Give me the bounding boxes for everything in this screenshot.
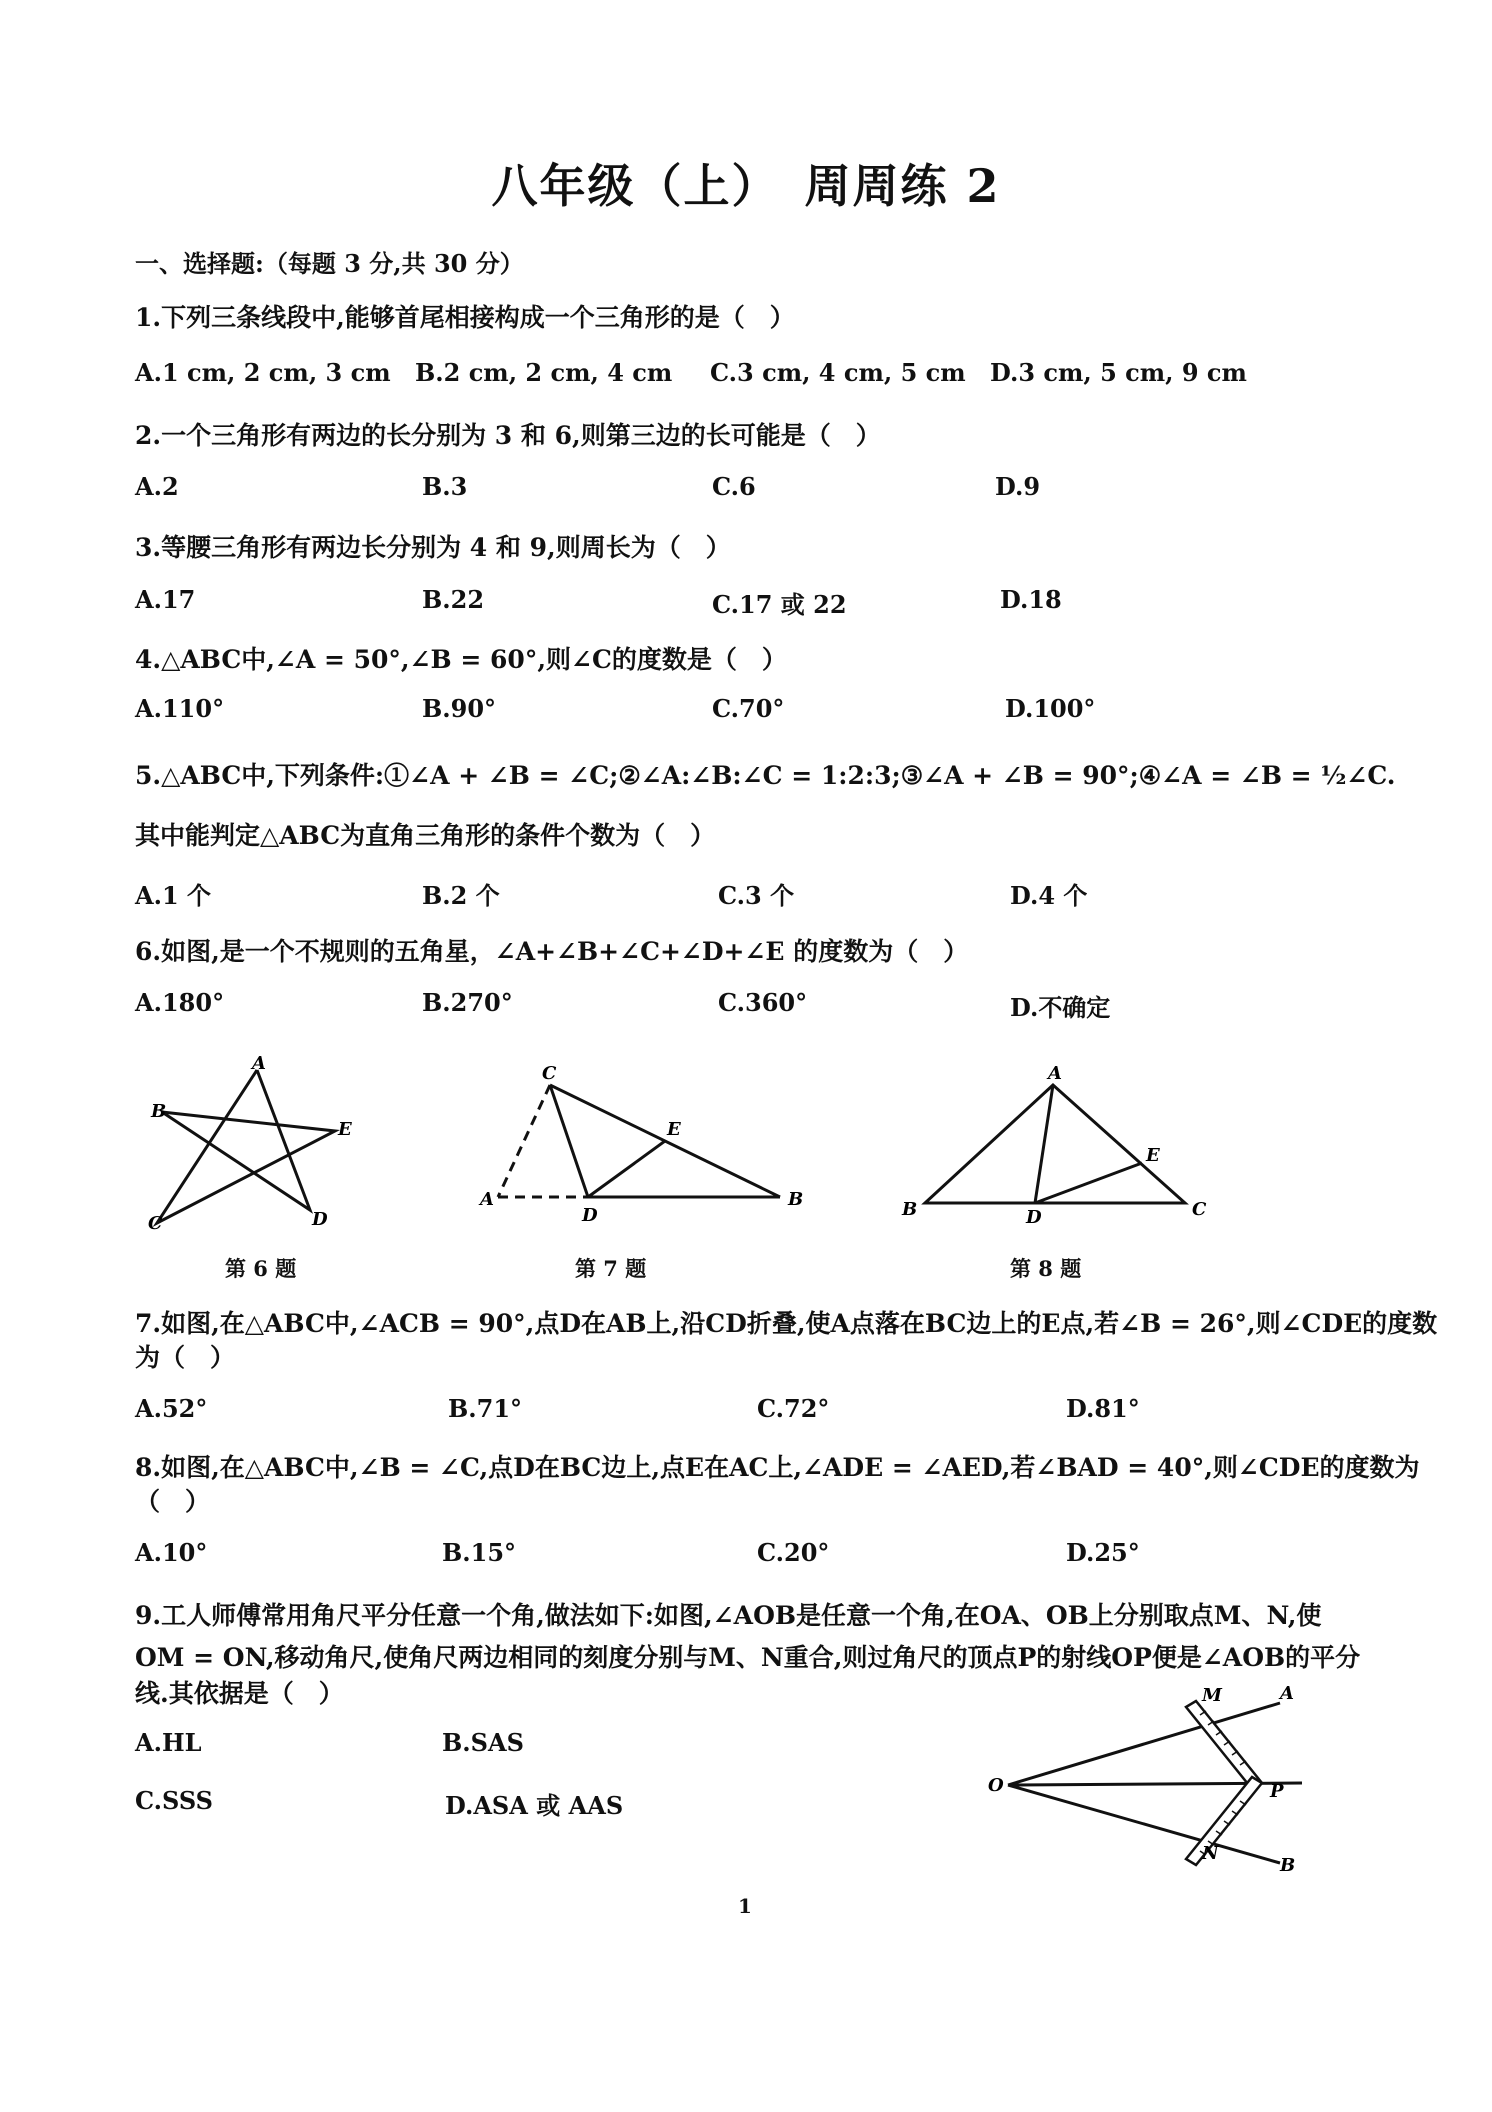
q2-option-b: B.3 [422, 472, 468, 501]
question-9-line3: 线.其依据是（ ） [135, 1679, 344, 1708]
figure-7-caption: 第 7 题 [575, 1256, 647, 1281]
fig7-label-b: B [788, 1189, 804, 1210]
question-7: 7.如图,在△ABC中,∠ACB = 90°,点D在AB上,沿CD折叠,使A点落在BC边上的E点,若∠B = 26°,则∠CDE的度数 [135, 1309, 1438, 1338]
q2-option-d: D.9 [995, 472, 1041, 501]
q4-option-d: D.100° [1005, 694, 1096, 723]
figure-8-triangle [890, 1055, 1220, 1235]
q1-option-d: D.3 cm, 5 cm, 9 cm [990, 358, 1247, 387]
fig6-label-e: E [338, 1119, 352, 1140]
fig6-label-b: B [151, 1101, 167, 1122]
question-2: 2.一个三角形有两边的长分别为 3 和 6,则第三边的长可能是（ ） [135, 421, 881, 450]
question-1: 1.下列三条线段中,能够首尾相接构成一个三角形的是（ ） [135, 303, 795, 332]
fig7-label-e: E [667, 1119, 681, 1140]
question-7-line2: 为（ ） [135, 1343, 236, 1372]
q2-option-a: A.2 [135, 472, 179, 501]
q2-option-c: C.6 [712, 472, 756, 501]
q4-option-b: B.90° [422, 694, 497, 723]
q9-option-a: A.HL [135, 1728, 202, 1757]
q8-option-c: C.20° [757, 1538, 830, 1567]
question-3: 3.等腰三角形有两边长分别为 4 和 9,则周长为（ ） [135, 533, 731, 562]
q4-option-c: C.70° [712, 694, 785, 723]
q3-option-c: C.17 或 22 [712, 590, 847, 619]
figure-6-caption: 第 6 题 [225, 1256, 297, 1281]
q9-option-b: B.SAS [442, 1728, 524, 1757]
q7-option-b: B.71° [448, 1394, 523, 1423]
fig7-label-d: D [582, 1205, 598, 1226]
fig6-label-c: C [148, 1213, 163, 1234]
q7-option-d: D.81° [1066, 1394, 1140, 1423]
q1-option-c: C.3 cm, 4 cm, 5 cm [710, 358, 966, 387]
q7-option-a: A.52° [135, 1394, 208, 1423]
q9-option-d: D.ASA 或 AAS [445, 1791, 624, 1820]
fig9-label-b: B [1280, 1855, 1296, 1875]
q8-option-a: A.10° [135, 1538, 208, 1567]
q7-option-c: C.72° [757, 1394, 830, 1423]
page-number: 1 [738, 1894, 752, 1918]
question-8-line2: （ ） [135, 1487, 211, 1516]
q5-option-c: C.3 个 [718, 881, 795, 910]
fig9-label-m: M [1202, 1685, 1222, 1706]
q1-option-b: B.2 cm, 2 cm, 4 cm [415, 358, 673, 387]
fig8-label-b: B [902, 1199, 918, 1220]
question-4: 4.△ABC中,∠A = 50°,∠B = 60°,则∠C的度数是（ ） [135, 645, 787, 674]
question-9-line2: OM = ON,移动角尺,使角尺两边相同的刻度分别与M、N重合,则过角尺的顶点P的射线OP便是∠AOB的平分 [135, 1643, 1361, 1672]
q8-option-b: B.15° [442, 1538, 517, 1567]
fig8-label-a: A [1048, 1063, 1062, 1084]
fig8-label-d: D [1026, 1207, 1042, 1228]
q6-option-c: C.360° [718, 988, 808, 1017]
fig8-label-c: C [1192, 1199, 1207, 1220]
q6-option-a: A.180° [135, 988, 225, 1017]
question-6: 6.如图,是一个不规则的五角星，∠A+∠B+∠C+∠D+∠E 的度数为（ ） [135, 937, 969, 966]
q5-option-a: A.1 个 [135, 881, 212, 910]
question-5: 5.△ABC中,下列条件:①∠A + ∠B = ∠C;②∠A:∠B:∠C = 1:2:3;③∠A + ∠B = 90°;④∠A = ∠B = ½∠C. [135, 761, 1396, 790]
section-heading: 一、选择题:（每题 3 分,共 30 分） [135, 249, 524, 278]
question-9: 9.工人师傅常用角尺平分任意一个角,做法如下:如图,∠AOB是任意一个角,在OA、OB上分别取点M、N,使 [135, 1601, 1322, 1630]
q8-option-d: D.25° [1066, 1538, 1140, 1567]
figure-7-triangle [470, 1055, 820, 1235]
fig7-label-c: C [542, 1063, 557, 1084]
q3-option-d: D.18 [1000, 585, 1062, 614]
fig9-label-o: O [988, 1775, 1004, 1796]
q6-option-d: D.不确定 [1010, 993, 1111, 1022]
q1-option-a: A.1 cm, 2 cm, 3 cm [135, 358, 391, 387]
fig6-label-d: D [312, 1209, 328, 1230]
figure-8-caption: 第 8 题 [1010, 1256, 1082, 1281]
figure-6-star [130, 1055, 370, 1235]
question-8: 8.如图,在△ABC中,∠B = ∠C,点D在BC边上,点E在AC上,∠ADE = ∠AED,若∠BAD = 40°,则∠CDE的度数为 [135, 1453, 1420, 1482]
q3-option-a: A.17 [135, 585, 196, 614]
fig6-label-a: A [252, 1055, 266, 1074]
page-title: 八年级（上） 周周练 2 [491, 159, 1001, 213]
q3-option-b: B.22 [422, 585, 485, 614]
fig9-label-n: N [1202, 1843, 1219, 1864]
fig9-label-p: P [1270, 1781, 1284, 1802]
q5-option-b: B.2 个 [422, 881, 500, 910]
figure-9-angle-ruler [980, 1685, 1320, 1875]
question-5-line2: 其中能判定△ABC为直角三角形的条件个数为（ ） [135, 821, 716, 850]
q6-option-b: B.270° [422, 988, 513, 1017]
fig9-label-a: A [1280, 1685, 1294, 1704]
q4-option-a: A.110° [135, 694, 225, 723]
q5-option-d: D.4 个 [1010, 881, 1088, 910]
fig7-label-a: A [480, 1189, 494, 1210]
fig8-label-e: E [1146, 1145, 1160, 1166]
q9-option-c: C.SSS [135, 1786, 213, 1815]
